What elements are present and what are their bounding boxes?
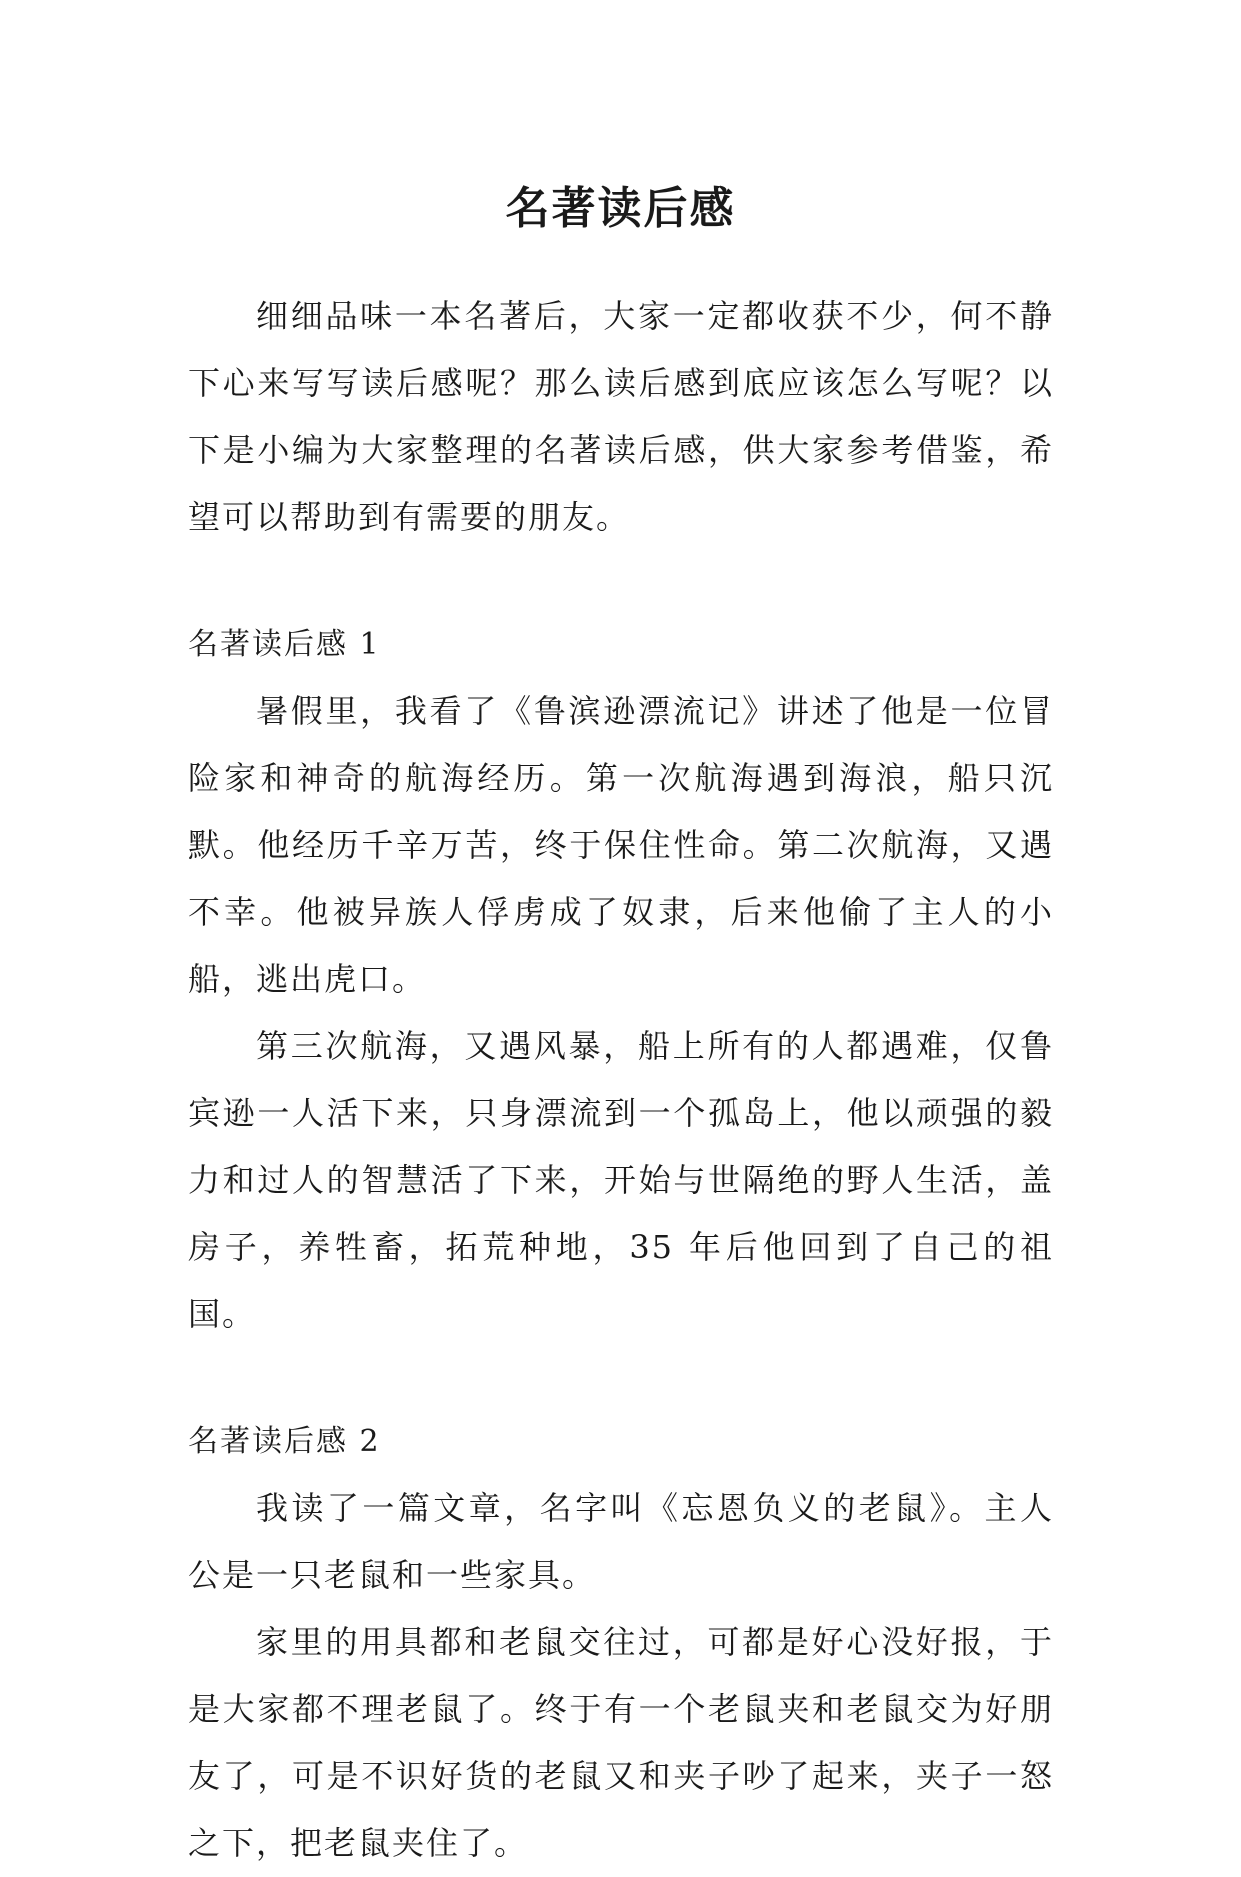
section-heading: 名著读后感 1 [188,627,381,662]
section-paragraph: 我读了一篇文章，名字叫《忘恩负义的老鼠》。主人公是一只老鼠和一些家具。 [188,1489,1054,1594]
document-body [188,283,1054,1877]
section-paragraph: 暑假里，我看了《鲁滨逊漂流记》讲述了他是一位冒险家和神奇的航海经历。第一次航海遇到海浪，船只沉默。他经历千辛万苦，终于保住性命。第二次航海，又遇不幸。他被异族人俘虏成了奴隶，后来他偷了主人的小船，逃出虎口。 [188,692,1054,998]
section-spacer [188,1348,1054,1408]
page-title: 名著读后感 [505,183,736,235]
section-spacer [188,551,1054,611]
section-1 [188,611,1054,1348]
section-paragraph: 第三次航海，又遇风暴，船上所有的人都遇难，仅鲁宾逊一人活下来，只身漂流到一个孤岛上，他以顽强的毅力和过人的智慧活了下来，开始与世隔绝的野人生活，盖房子，养牲畜，拓荒种地，35 年后他回到了自己的祖国。 [188,1027,1054,1333]
intro-paragraph: 细细品味一本名著后，大家一定都收获不少，何不静下心来写写读后感呢？那么读后感到底应该怎么写呢？以下是小编为大家整理的名著读后感，供大家参考借鉴，希望可以帮助到有需要的朋友。 [188,297,1054,536]
section-2 [188,1408,1054,1877]
section-heading: 名著读后感 2 [188,1424,381,1459]
section-paragraph: 家里的用具都和老鼠交往过，可都是好心没好报，于是大家都不理老鼠了。终于有一个老鼠夹和老鼠交为好朋友了，可是不识好货的老鼠又和夹子吵了起来，夹子一怒之下，把老鼠夹住了。 [188,1623,1054,1862]
